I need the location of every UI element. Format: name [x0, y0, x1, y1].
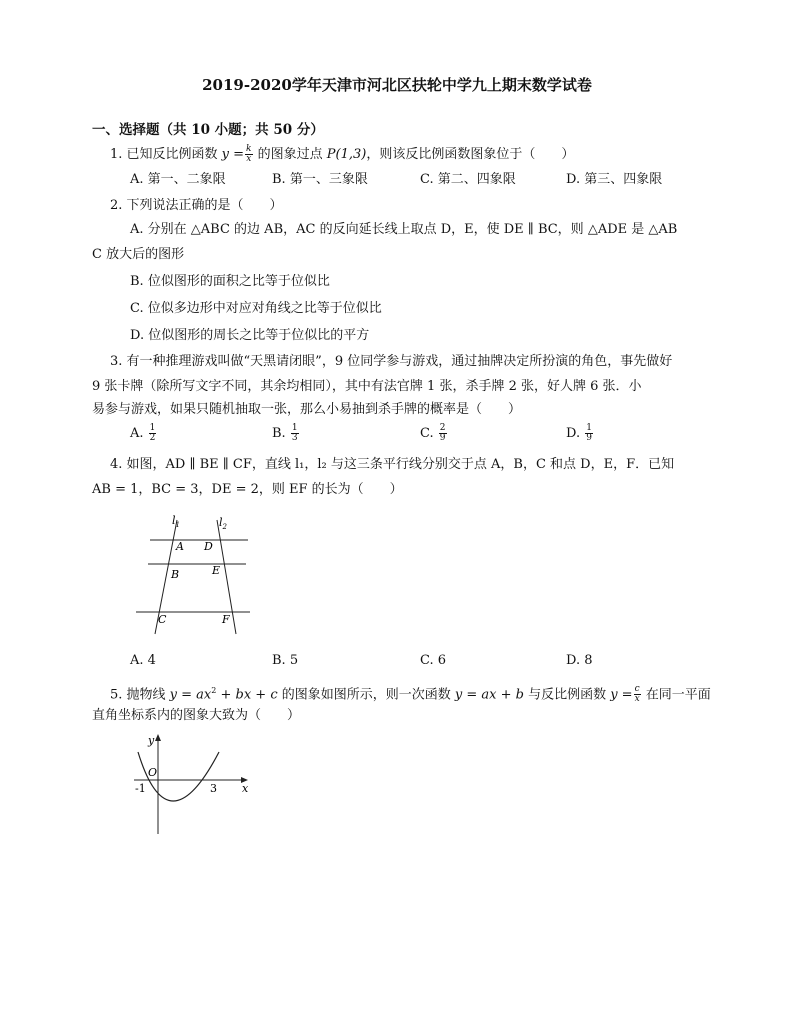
q1-frac-den: x [246, 154, 252, 164]
q3-option-d-num: 1 [586, 423, 592, 433]
q3-option-a-label: A. [130, 426, 144, 441]
q4-label-d: D [204, 540, 213, 553]
q1-option-c: C. 第二、四象限 [420, 172, 516, 187]
q3-option-a-num: 1 [149, 423, 156, 433]
q3-option-a-den: 2 [149, 433, 156, 443]
q5-text-b: 的图象如图所示，则一次函数 [277, 687, 455, 703]
q3-option-d [566, 424, 594, 444]
q4-label-f: F [222, 613, 230, 626]
q3-option-c-num: 2 [439, 423, 446, 433]
q1-text-a: 1. 已知反比例函数 [110, 147, 222, 162]
q5-expr3: y = ax + b [454, 687, 524, 703]
q5-expr1: y = ax [169, 687, 212, 703]
q3-option-d-den: 9 [586, 433, 592, 443]
q4-option-d: D. 8 [566, 653, 593, 668]
q3-option-b-den: 3 [291, 433, 298, 443]
q1-text-b: 的图象过点 [253, 147, 327, 162]
q3-option-c [420, 424, 448, 444]
question-3-line1: 3. 有一种推理游戏叫做“天黑请闭眼”，9 位同学参与游戏，通过抽牌决定所扮演的角色，事先做好 [110, 354, 673, 369]
q1-fraction [245, 145, 252, 164]
q1-option-a: A. 第一、二象限 [130, 172, 226, 187]
q2-option-a-line1: A. 分别在 △ABC 的边 AB，AC 的反向延长线上取点 D，E，使 DE ∥ BC，则 △ADE 是 △AB [130, 222, 678, 237]
q3-option-c-label: C. [420, 426, 434, 441]
question-5-line1 [110, 681, 711, 705]
q5-text-d: 在同一平面 [641, 687, 711, 703]
q5-expr2: + bx + c [216, 687, 278, 703]
q4-parallel-lines-figure [130, 510, 260, 640]
q5-fraction [634, 685, 641, 704]
question-4-line2: AB = 1，BC = 3，DE = 2，则 EF 的长为（ ） [92, 482, 403, 497]
q4-option-a: A. 4 [130, 653, 156, 668]
q3-option-a [130, 424, 157, 444]
q3-option-b-num: 1 [291, 423, 298, 433]
q5-frac-den: x [634, 694, 640, 705]
q3-option-b-label: B. [272, 426, 286, 441]
q1-option-d: D. 第三、四象限 [566, 172, 663, 187]
q4-label-e: E [212, 564, 221, 577]
q1-func-y: y = [221, 147, 245, 162]
section-heading-choice: 一、选择题（共 10 小题；共 50 分） [92, 122, 324, 138]
question-4-line1: 4. 如图，AD ∥ BE ∥ CF，直线 l₁，l₂ 与这三条平行线分别交于点 A，B，C 和点 D，E，F．已知 [110, 457, 675, 472]
q2-option-d: D. 位似图形的周长之比等于位似比的平方 [130, 328, 370, 343]
q5-label-neg1: -1 [135, 782, 146, 795]
question-3-line2: 9 张卡牌（除所写文字不同，其余均相同），其中有法官牌 1 张，杀手牌 2 张，好人牌 6 张．小 [92, 379, 642, 394]
q5-label-x: x [242, 782, 249, 795]
q5-text-c: 与反比例函数 [523, 687, 611, 703]
q1-text-c: ，则该反比例函数图象位于（ ） [366, 147, 575, 162]
q5-label-origin: O [148, 766, 158, 779]
q5-func-y: y = [610, 687, 633, 703]
q4-label-a: A [176, 540, 184, 553]
question-5-line2: 直角坐标系内的图象大致为（ ） [92, 708, 301, 723]
page-title: 2019-2020学年天津市河北区扶轮中学九上期末数学试卷 [202, 76, 592, 94]
q5-parabola-figure [128, 730, 258, 840]
q4-label-c: C [158, 613, 167, 626]
q3-option-b [272, 424, 300, 444]
q1-option-b: B. 第一、三象限 [272, 172, 368, 187]
q5-y-axis-arrow [155, 734, 161, 741]
q5-label-y: y [148, 734, 155, 747]
q5-label-three: 3 [210, 782, 217, 795]
question-3-line3: 易参与游戏，如果只随机抽取一张，那么小易抽到杀手牌的概率是（ ） [92, 402, 522, 417]
q2-option-b: B. 位似图形的面积之比等于位似比 [130, 274, 330, 289]
q2-option-c: C. 位似多边形中对应对角线之比等于位似比 [130, 301, 382, 316]
q5-text-a: 5. 抛物线 [110, 687, 170, 703]
q3-option-c-den: 9 [439, 433, 446, 443]
question-1-stem [110, 145, 574, 165]
q3-option-d-label: D. [566, 426, 581, 441]
q5-frac-num: c [634, 684, 640, 695]
q4-label-l2: $l_2$ [219, 516, 227, 531]
q4-option-b: B. 5 [272, 653, 299, 668]
q2-option-a-line2: C 放大后的图形 [92, 247, 185, 262]
q4-label-b: B [171, 568, 180, 581]
q1-frac-num: k [246, 144, 252, 154]
q4-option-c: C. 6 [420, 653, 447, 668]
q5-sup: 2 [211, 686, 217, 695]
question-2-stem: 2. 下列说法正确的是（ ） [110, 198, 283, 213]
q4-label-l1: $l_1$ [172, 514, 180, 529]
q1-point: P(1,3) [326, 147, 367, 162]
